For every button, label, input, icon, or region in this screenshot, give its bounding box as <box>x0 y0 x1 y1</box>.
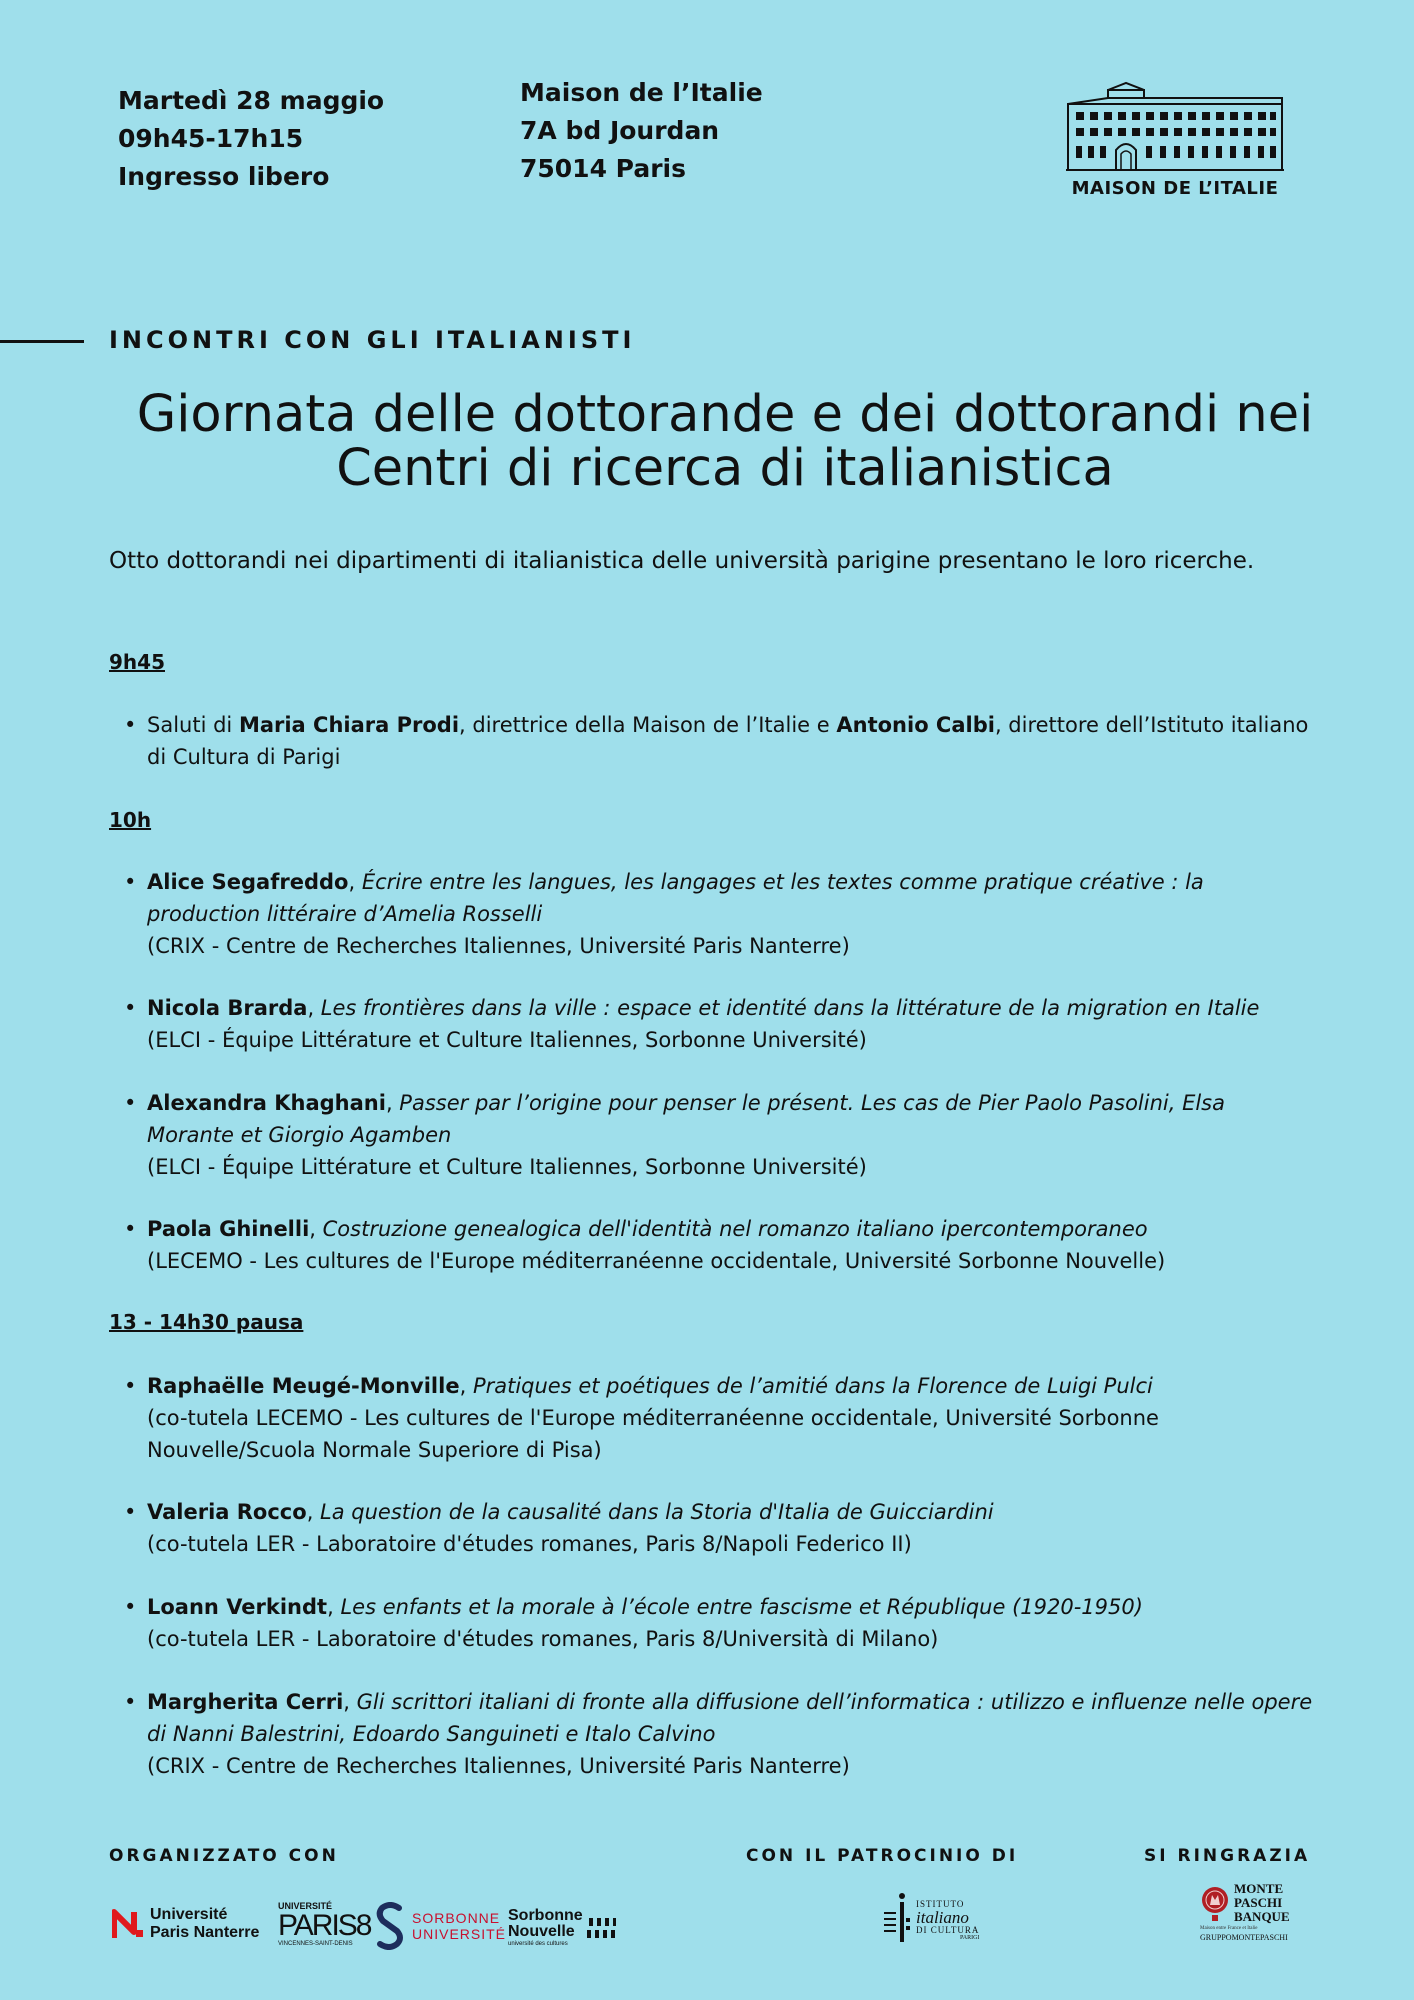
event-entry: Ingresso libero <box>118 162 330 191</box>
speaker-name: Nicola Brarda <box>147 996 308 1020</box>
title-line-2: Centri di ricerca di italianistica <box>336 439 1114 498</box>
talk-item: • Alice Segafreddo, Écrire entre les langues, les langages et les textes comme pratique créative : la production littéraire d’Amelia Rosselli (CRIX - Centre de Recherches Italiennes, Université Paris Nanterre) <box>147 866 1317 962</box>
paris8-top: UNIVERSITÉ <box>278 1901 333 1911</box>
speaker-name: Loann Verkindt <box>147 1595 328 1619</box>
speaker-name: Valeria Rocco <box>147 1500 307 1524</box>
mps-crest-icon <box>1200 1883 1230 1923</box>
affiliation: (LECEMO - Les cultures de l'Europe méditerranéenne occidentale, Université Sorbonne Nouvelle) <box>147 1249 1166 1273</box>
sorbonne-s-icon <box>376 1902 404 1950</box>
iic-mark-icon <box>882 1892 912 1948</box>
iic-line1: ISTITUTO <box>916 1898 965 1909</box>
patronage-label: CON IL PATROCINIO DI <box>746 1846 1019 1866</box>
affiliation: (ELCI - Équipe Littérature et Culture Italiennes, Sorbonne Université) <box>147 1155 867 1179</box>
intro-text: Otto dottorandi nei dipartimenti di italianistica delle università parigine presentano le loro ricerche. <box>109 548 1255 574</box>
mps-logo <box>1200 1882 1300 1942</box>
kicker-rule <box>0 340 84 343</box>
event-time: 09h45-17h15 <box>118 124 304 153</box>
venue-street: 7A bd Jourdan <box>520 116 720 145</box>
talk-title: Les enfants et la morale à l’école entre fascisme et République (1920-1950) <box>340 1595 1143 1619</box>
nanterre-line2: Paris Nanterre <box>150 1924 260 1941</box>
venue-city: 75014 Paris <box>520 154 686 183</box>
iic-line2: italiano <box>916 1907 969 1927</box>
paris8-logo <box>278 1902 371 1947</box>
paris8-sub: VINCENNES-SAINT-DENIS <box>278 1941 353 1947</box>
talk-item: • Alexandra Khaghani, Passer par l’origine pour penser le présent. Les cas de Pier Paolo Pasolini, Elsa Morante et Giorgio Agamben (ELCI - Équipe Littérature et Culture Italiennes, Sorbonne Université) <box>147 1087 1317 1183</box>
affiliation: (co-tutela LER - Laboratoire d'études romanes, Paris 8/Università di Milano) <box>147 1627 939 1651</box>
iic-line4: PARIGI <box>959 1934 980 1941</box>
time-slot-2: 10h <box>109 808 152 832</box>
affiliation: (ELCI - Équipe Littérature et Culture Italiennes, Sorbonne Université) <box>147 1028 867 1052</box>
sn-bars-icon <box>587 1915 617 1941</box>
venue-name: Maison de l’Italie <box>520 78 763 107</box>
speaker-name: Margherita Cerri <box>147 1690 344 1714</box>
speaker-name: Alexandra Khaghani <box>147 1091 386 1115</box>
speaker-name: Paola Ghinelli <box>147 1217 310 1241</box>
speaker-name: Maria Chiara Prodi <box>238 713 460 737</box>
event-info <box>118 82 384 196</box>
kicker: INCONTRI CON GLI ITALIANISTI <box>109 326 636 354</box>
iic-logo <box>882 1892 979 1948</box>
venue-address <box>520 74 763 188</box>
title-line-1: Giornata delle dottorande e dei dottorandi nei <box>136 385 1314 444</box>
talk-item: • Paola Ghinelli, Costruzione genealogica dell'identità nel romanzo italiano ipercontemporaneo (LECEMO - Les cultures de l'Europe méditerranéenne occidentale, Université Sorbonne Nouvelle) <box>147 1213 1317 1277</box>
paris8-main: PARIS8 <box>278 1909 371 1942</box>
sn-line1: Sorbonne <box>508 1907 583 1924</box>
page-title <box>100 385 1350 498</box>
affiliation: (CRIX - Centre de Recherches Italiennes, Université Paris Nanterre) <box>147 934 850 958</box>
greeting-item: • Saluti di Maria Chiara Prodi, direttrice della Maison de l’Italie e Antonio Calbi, direttore dell’Istituto italiano di Cultura di Parigi <box>147 709 1317 773</box>
talk-title: Costruzione genealogica dell'identità nel romanzo italiano ipercontemporaneo <box>322 1217 1148 1241</box>
speaker-name: Raphaëlle Meugé-Monville <box>147 1374 460 1398</box>
mps-line2: PASCHI <box>1234 1895 1283 1910</box>
building-icon <box>1064 80 1286 172</box>
time-slot-1: 9h45 <box>109 650 165 674</box>
talk-item: • Valeria Rocco, La question de la causalité dans la Storia d'Italia de Guicciardini (co-tutela LER - Laboratoire d'études romanes, Paris 8/Napoli Federico II) <box>147 1496 1317 1560</box>
speaker-name: Antonio Calbi <box>836 713 995 737</box>
mps-group: GRUPPOMONTEPASCHI <box>1200 1933 1288 1942</box>
mps-sub: Maison entre France et Italie <box>1200 1926 1258 1931</box>
sn-sub: université des cultures <box>508 1941 568 1947</box>
mps-line1: MONTE <box>1234 1881 1284 1896</box>
sorbonne-line2: UNIVERSITÉ <box>412 1926 507 1942</box>
affiliation: (CRIX - Centre de Recherches Italiennes, Université Paris Nanterre) <box>147 1754 850 1778</box>
affiliation: (co-tutela LER - Laboratoire d'études romanes, Paris 8/Napoli Federico II) <box>147 1532 912 1556</box>
sorbonne-line1: SORBONNE <box>412 1910 501 1926</box>
nanterre-line1: Université <box>150 1906 228 1923</box>
organized-label: ORGANIZZATO CON <box>109 1846 339 1866</box>
affiliation: (co-tutela LECEMO - Les cultures de l'Europe méditerranéenne occidentale, Université Sorbonne Nouvelle/Scuola Normale Superiore di Pisa) <box>147 1406 1159 1462</box>
talk-item: • Nicola Brarda, Les frontières dans la ville : espace et identité dans la littérature de la migration en Italie (ELCI - Équipe Littérature et Culture Italiennes, Sorbonne Université) <box>147 992 1317 1056</box>
thanks-label: SI RINGRAZIA <box>1144 1846 1311 1866</box>
sorbonne-logo <box>376 1902 506 1950</box>
event-date: Martedì 28 maggio <box>118 86 385 115</box>
mps-line3: BANQUE <box>1234 1909 1290 1924</box>
talk-title: Les frontières dans la ville : espace et identité dans la littérature de la migration en Italie <box>320 996 1260 1020</box>
talk-title: Écrire entre les langues, les langages et les textes comme pratique créative : la production littéraire d’Amelia Rosselli <box>147 870 1204 926</box>
maison-logo-text: MAISON DE L’ITALIE <box>1071 178 1279 199</box>
iic-line3: DI CULTURA <box>916 1924 980 1935</box>
talk-item: • Loann Verkindt, Les enfants et la morale à l’école entre fascisme et République (1920-1950) (co-tutela LER - Laboratoire d'études romanes, Paris 8/Università di Milano) <box>147 1591 1317 1655</box>
nanterre-logo <box>112 1906 259 1942</box>
nanterre-mark-icon <box>112 1908 144 1940</box>
talk-item: • Margherita Cerri, Gli scrittori italiani di fronte alla diffusione dell’informatica : utilizzo e influenze nelle opere di Nanni Balestrini, Edoardo Sanguineti e Italo Calvino (CRIX - Centre de Recherches Italiennes, Université Paris Nanterre) <box>147 1686 1317 1782</box>
talk-item: • Raphaëlle Meugé-Monville, Pratiques et poétiques de l’amitié dans la Florence de Luigi Pulci (co-tutela LECEMO - Les cultures de l'Europe méditerranéenne occidentale, Université Sorbonne Nouvelle/Scuola Normale Superiore di Pisa) <box>147 1370 1317 1466</box>
speaker-name: Alice Segafreddo <box>147 870 349 894</box>
time-slot-3: 13 - 14h30 pausa <box>109 1310 304 1334</box>
talk-title: Pratiques et poétiques de l’amitié dans la Florence de Luigi Pulci <box>472 1374 1153 1398</box>
sn-line2: Nouvelle <box>508 1923 575 1940</box>
sorbonne-nouvelle-logo <box>508 1908 617 1948</box>
talk-title: Gli scrittori italiani di fronte alla diffusione dell’informatica : utilizzo e influenze nelle opere di Nanni Balestrini, Edoardo Sanguineti e Italo Calvino <box>147 1690 1313 1746</box>
maison-logo <box>1064 80 1286 199</box>
talk-title: La question de la causalité dans la Storia d'Italia de Guicciardini <box>320 1500 994 1524</box>
talk-title: Passer par l’origine pour penser le présent. Les cas de Pier Paolo Pasolini, Elsa Morante et Giorgio Agamben <box>147 1091 1225 1147</box>
